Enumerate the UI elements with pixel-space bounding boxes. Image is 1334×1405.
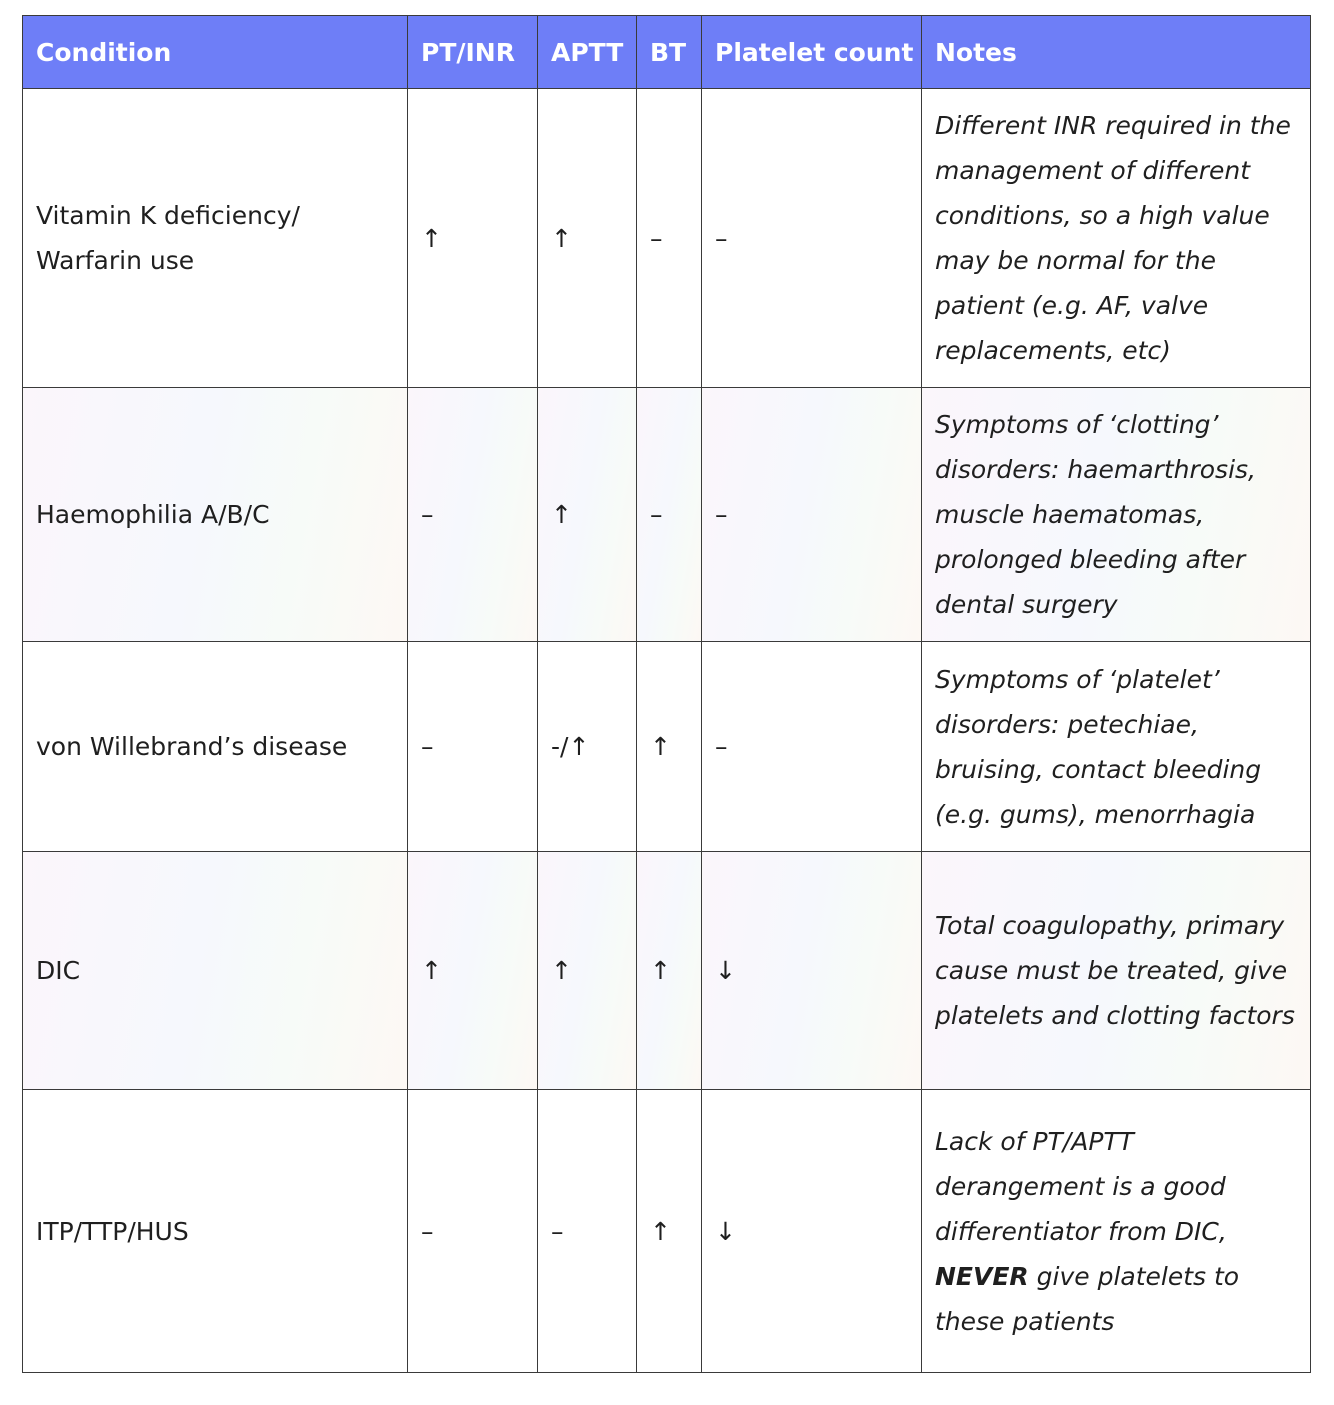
cell-bt: – <box>637 89 702 388</box>
cell-notes: Symptoms of ‘platelet’ disorders: petechiae, bruising, contact bleeding (e.g. gums), menorrhagia <box>922 642 1311 852</box>
cell-notes <box>922 1090 1311 1373</box>
coagulation-table <box>22 15 1311 1373</box>
cell-pt-inr: ↑ <box>408 89 538 388</box>
header-row <box>23 16 1311 89</box>
cell-condition: Haemophilia A/B/C <box>23 388 408 642</box>
cell-aptt: ↑ <box>538 388 637 642</box>
header-bt: BT <box>637 16 702 89</box>
cell-platelet-count: ↓ <box>702 1090 922 1373</box>
cell-condition: DIC <box>23 852 408 1090</box>
cell-pt-inr: ↑ <box>408 852 538 1090</box>
cell-platelet-count: ↓ <box>702 852 922 1090</box>
cell-pt-inr: – <box>408 642 538 852</box>
cell-notes: Symptoms of ‘clotting’ disorders: haemarthrosis, muscle haematomas, prolonged bleeding after dental surgery <box>922 388 1311 642</box>
cell-bt: ↑ <box>637 642 702 852</box>
cell-platelet-count: – <box>702 89 922 388</box>
notes-text-after: give platelets to these patients <box>935 1261 1240 1336</box>
cell-bt: – <box>637 388 702 642</box>
cell-aptt: – <box>538 1090 637 1373</box>
cell-aptt: ↑ <box>538 852 637 1090</box>
cell-platelet-count: – <box>702 642 922 852</box>
cell-aptt: -/↑ <box>538 642 637 852</box>
header-notes: Notes <box>922 16 1311 89</box>
cell-bt: ↑ <box>637 852 702 1090</box>
notes-text-before: Lack of PT/APTT derangement is a good differentiator from DIC, <box>935 1126 1227 1246</box>
cell-bt: ↑ <box>637 1090 702 1373</box>
table-row-von-willebrand <box>23 642 1311 852</box>
header-platelet-count: Platelet count <box>702 16 922 89</box>
notes-emphasis: NEVER <box>935 1261 1029 1291</box>
table-row-itp-ttp-hus <box>23 1090 1311 1373</box>
header-condition: Condition <box>23 16 408 89</box>
cell-pt-inr: – <box>408 388 538 642</box>
header-pt-inr: PT/INR <box>408 16 538 89</box>
table-row-dic <box>23 852 1311 1090</box>
cell-condition: ITP/TTP/HUS <box>23 1090 408 1373</box>
cell-condition: von Willebrand’s disease <box>23 642 408 852</box>
cell-pt-inr: – <box>408 1090 538 1373</box>
header-aptt: APTT <box>538 16 637 89</box>
cell-aptt: ↑ <box>538 89 637 388</box>
table-row-vitamin-k <box>23 89 1311 388</box>
table-row-haemophilia <box>23 388 1311 642</box>
cell-notes: Different INR required in the management of different conditions, so a high value may be normal for the patient (e.g. AF, valve replacements, etc) <box>922 89 1311 388</box>
cell-condition: Vitamin K deficiency/ Warfarin use <box>23 89 408 388</box>
cell-platelet-count: – <box>702 388 922 642</box>
cell-notes: Total coagulopathy, primary cause must be treated, give platelets and clotting factors <box>922 852 1311 1090</box>
